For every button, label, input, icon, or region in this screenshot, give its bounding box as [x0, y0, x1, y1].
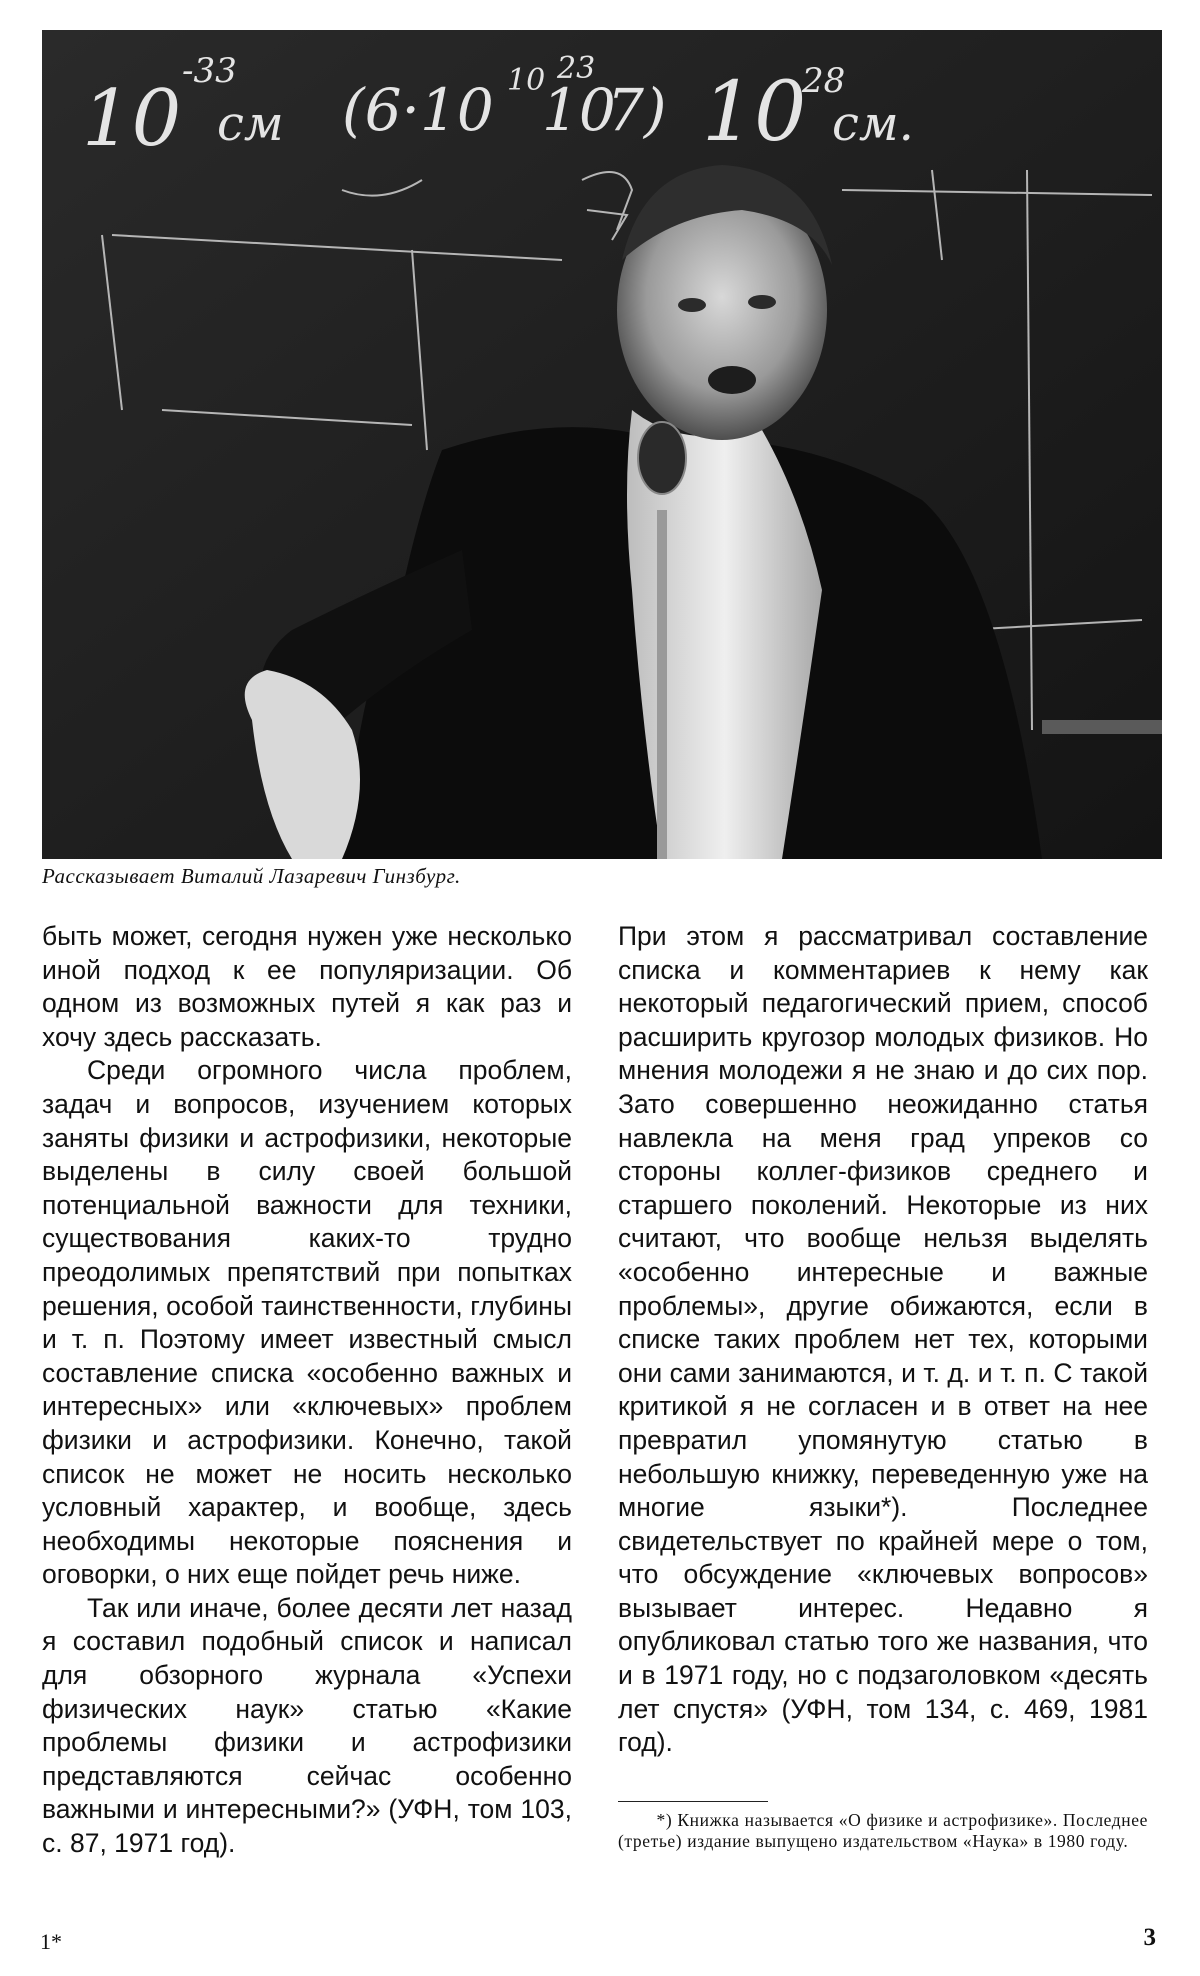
- board-formula-unit1: см: [217, 96, 284, 152]
- board-formula-10: 10: [82, 74, 182, 164]
- board-formula-exp2: 28: [802, 61, 846, 101]
- photo-caption: Рассказывает Виталий Лазаревич Гинзбург.: [42, 864, 461, 888]
- lecturer-photo: [42, 30, 1162, 859]
- board-formula-group-close: 7): [607, 76, 667, 144]
- page-number: 3: [1143, 1924, 1156, 1951]
- right-paragraph-1: При этом я рассматривал составление списка и комментариев к нему как некоторый педагогический прием, способ расширить кругозор молодых физиков. Но мнения молодежи я не знаю и до сих пор. Зато совершенно неожиданно статья навлекла на меня град упреков со стороны коллег-физиков среднего и старшего поколений. Некоторые из них считают, что вообще нельзя выделять «особенно интересные и важные проблемы», другие обижаются, если в списке таких проблем нет тех, которыми они сами занимаются, и т. д. и т. п. С такой критикой я не согласен и в ответ на нее превратил упомянутую статью в небольшую книжку, переведенную уже на многие языки*). Последнее свидетельствует по крайней мере о том, что обсуждение «ключевых вопросов» вызывает интерес. Недавно я опубликовал статью того же названия, что и в 1971 году, но с подзаголовком «десять лет спустя» (УФН, том 134, с. 469, 1981 год).: [618, 921, 1148, 1758]
- board-formula-exp-a: 10: [507, 63, 546, 98]
- left-column: [42, 920, 572, 1861]
- board-formula-unit2: см.: [832, 96, 914, 152]
- board-formula-exp1: -33: [182, 51, 237, 91]
- board-formula-group-b: 10: [542, 76, 616, 144]
- signature-mark: 1*: [40, 1929, 62, 1954]
- footnote-divider: [618, 1801, 768, 1802]
- footnote-text: *) Книжка называется «О физике и астрофизике». Последнее (третье) издание выпущено издательством «Наука» в 1980 году.: [618, 1810, 1148, 1851]
- footnote: [618, 1810, 1148, 1852]
- lecturer-photo-icon: [42, 30, 1162, 859]
- right-column: [618, 920, 1148, 1760]
- left-paragraph-1: быть может, сегодня нужен уже несколько иной подход к ее популяризации. Об одном из возможных путей я как раз и хочу здесь рассказать.: [42, 921, 572, 1052]
- board-formula-group: (6·10: [342, 76, 494, 144]
- left-paragraph-3: Так или иначе, более десяти лет назад я составил подобный список и написал для обзорного журнала «Успехи физических наук» статью «Какие проблемы физики и астрофизики представляются сейчас особенно важными и интересными?» (УФН, том 103, с. 87, 1971 год).: [42, 1592, 572, 1859]
- board-formula-exp-b: 23: [557, 51, 596, 86]
- board-formula-10b: 10: [702, 65, 807, 160]
- left-paragraph-2: Среди огромного числа проблем, задач и вопросов, изучением которых заняты физики и астрофизики, некоторые выделены в силу своей большой потенциальной важности для техники, существования каких-то трудно преодолимых препятствий при попытках решения, особой таинственности, глубины и т. п. Поэтому имеет известный смысл составление списка «особенно важных и интересных» или «ключевых» проблем физики и астрофизики. Конечно, такой список не может не носить несколько условный характер, и вообще, здесь необходимы некоторые пояснения и оговорки, о них еще пойдет речь ниже.: [42, 1055, 572, 1590]
